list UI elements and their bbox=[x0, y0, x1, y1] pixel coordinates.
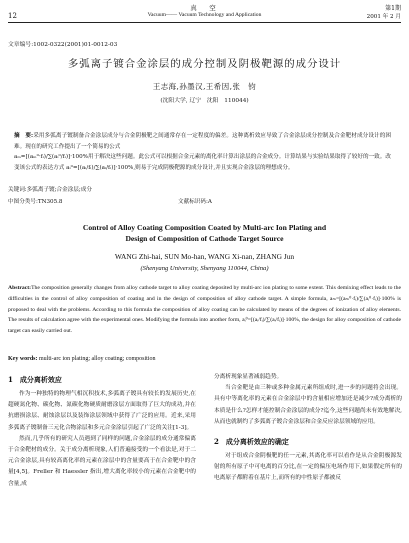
running-header bbox=[8, 2, 401, 23]
paragraph: 分离析现象显著减弱趋势。 bbox=[214, 374, 283, 380]
keywords-chinese: 关键词:多弧离子镀;合金涂层;成分 bbox=[8, 187, 92, 193]
title-english bbox=[0, 222, 409, 244]
authors-chinese: 王志海,孙墨汉,王希因,张 钧 bbox=[152, 82, 257, 91]
abstract-chinese bbox=[14, 131, 391, 173]
clc-number: 中图分类号:TN305.8 bbox=[8, 199, 63, 205]
keywords-label-en: Key words: bbox=[8, 356, 38, 362]
abstract-label-cn: 摘 要: bbox=[14, 133, 34, 139]
body-column-right bbox=[214, 372, 402, 485]
journal-name: 真 空 bbox=[190, 4, 219, 12]
authors-english: WANG Zhi-hai, SUN Mo-han, WANG Xi-nan, ZHANG Jun bbox=[114, 252, 295, 261]
section-heading-2: 2 成分离析效应的确定 bbox=[214, 437, 289, 447]
title-english-line-2: Design of Composition of Cathode Target Source bbox=[125, 234, 284, 243]
affiliation-chinese: (沈阳大学, 辽宁 沈阳 110044) bbox=[160, 98, 249, 104]
paragraph: 作为一种独特的物理气相沉积技术,多弧离子镀具有较长的发展历史,在超硬氮化物、碳化物、氮碳化物硬质耐磨涂层方面取得了巨大的成功,并在抗磨损涂层、耐蚀涂层以及装饰涂层领域中获得了广泛的应用。近来,采用多弧离子镀制备三元化合物涂层和多元合金涂层引起了广泛的关注[1-3]。 bbox=[8, 391, 196, 431]
page-number: 12 bbox=[8, 12, 17, 20]
paragraph: 然而,几乎所有的研究人员遇到了同样的问题,合金涂层的成分通常偏离于合金靶材的成分。关于成分离析现象,人们普遍接受的一个看法是,对于二元合金涂层,具有较高离化率的元素在涂层中的含量要高于在合金靶中的含量[4,5]。Freller 和 Haessler 指出,增大离化率较小的元素在合金靶中的含量,成 bbox=[8, 435, 196, 487]
title-english-line-1: Control of Alloy Coating Composition Coated by Multi-arc Ion Plating and bbox=[82, 223, 327, 232]
body-column-left bbox=[8, 372, 196, 490]
affiliation-english: (Shenyang University, Shenyang 110044, China) bbox=[140, 265, 269, 272]
title-chinese: 多弧离子镀合金涂层的成分控制及阴极靶源的成分设计 bbox=[67, 58, 342, 70]
article-number: 文章编号:1002-0322(2001)01-0012-03 bbox=[8, 42, 118, 48]
abstract-english bbox=[8, 283, 401, 337]
abstract-cn-text-2: aₘ=[(aₘ⁰·fᵢ)/∑(aᵢ⁰/fᵢ)]·100%用于解决这些问题。此公式可以根据合金元素的离化率计算出涂层的合金成分。计算结果与实验结果取得了较好的一致。改变该公式的表达方式 aᵢ⁰=[(aᵢ/fᵢ)/∑(aᵢ/fᵢ)]·100%,则易于完成阴极靶源的成分设计,并且实现合金涂层的理想成分。 bbox=[14, 154, 391, 171]
keywords-english bbox=[8, 356, 155, 362]
paragraph: 对于组成合金阴极靶的任一元素,其离化率可以看作是从合金阴极源发射的所有原子中可电离的百分比,在一定的偏压电场作用下,如果假定所有的电离原子都附着在基片上,而所有的中性原子都被反 bbox=[214, 453, 402, 482]
issue-date: 2001 年 2 月 bbox=[366, 14, 401, 20]
abstract-cn-text-1: 采用多弧离子镀制备合金涂层成分与合金阴极靶之间通常存在一定程度的偏差。这种离析效应导致了合金涂层成分控制及合金靶材成分设计的困难。现在的研究工作提出了一个简易的公式 bbox=[14, 133, 391, 150]
journal-subtitle: Vacuum—— Vacuum Technology and Application bbox=[147, 12, 262, 18]
issue-number: 第1期 bbox=[385, 5, 401, 12]
keywords-en-text: multi-arc ion plating; alloy coating; composition bbox=[39, 356, 156, 362]
abstract-en-text: The composition generally changes from alloy cathode target to alloy coating deposited by multi-arc ion plating to some extent. This demixing effect leads to the difficulties in the control of alloy composition of coating and in the design of composition of alloy cathode target. A simple formula, aₘ=[(aₘ⁰·fᵢ)/∑(aᵢ⁰·fᵢ)]·100% is proposed to deal with the problems. According to this formula the composition of alloy coating can be calculated by means of the degrees of ionization of alloy elements. The results of calculation agree with the experimental ones. Modifying the formula into another form, aᵢ⁰=[(aᵢ/fᵢ)/∑(aᵢ/fᵢ)]·100%, the design for alloy composition of cathode target can easily carried out. bbox=[8, 285, 401, 335]
section-heading-1: 1 成分离析效应 bbox=[8, 375, 62, 384]
paragraph: 当合金靶是由三种或多种金属元素所组成时,进一步的问题将会出现。具有中等离化率的元素在合金涂层中的含量相应增加还是减少?成分离析的本质是什么?怎样才能控制合金涂层的成分?迄今,这些问题尚未有效地解决,从而也就制约了多弧离子镀合金涂层和合金反应涂层领域的应用。 bbox=[214, 385, 402, 425]
abstract-label-en: Abstract: bbox=[8, 285, 32, 291]
document-code: 文献标识码:A bbox=[178, 199, 212, 205]
